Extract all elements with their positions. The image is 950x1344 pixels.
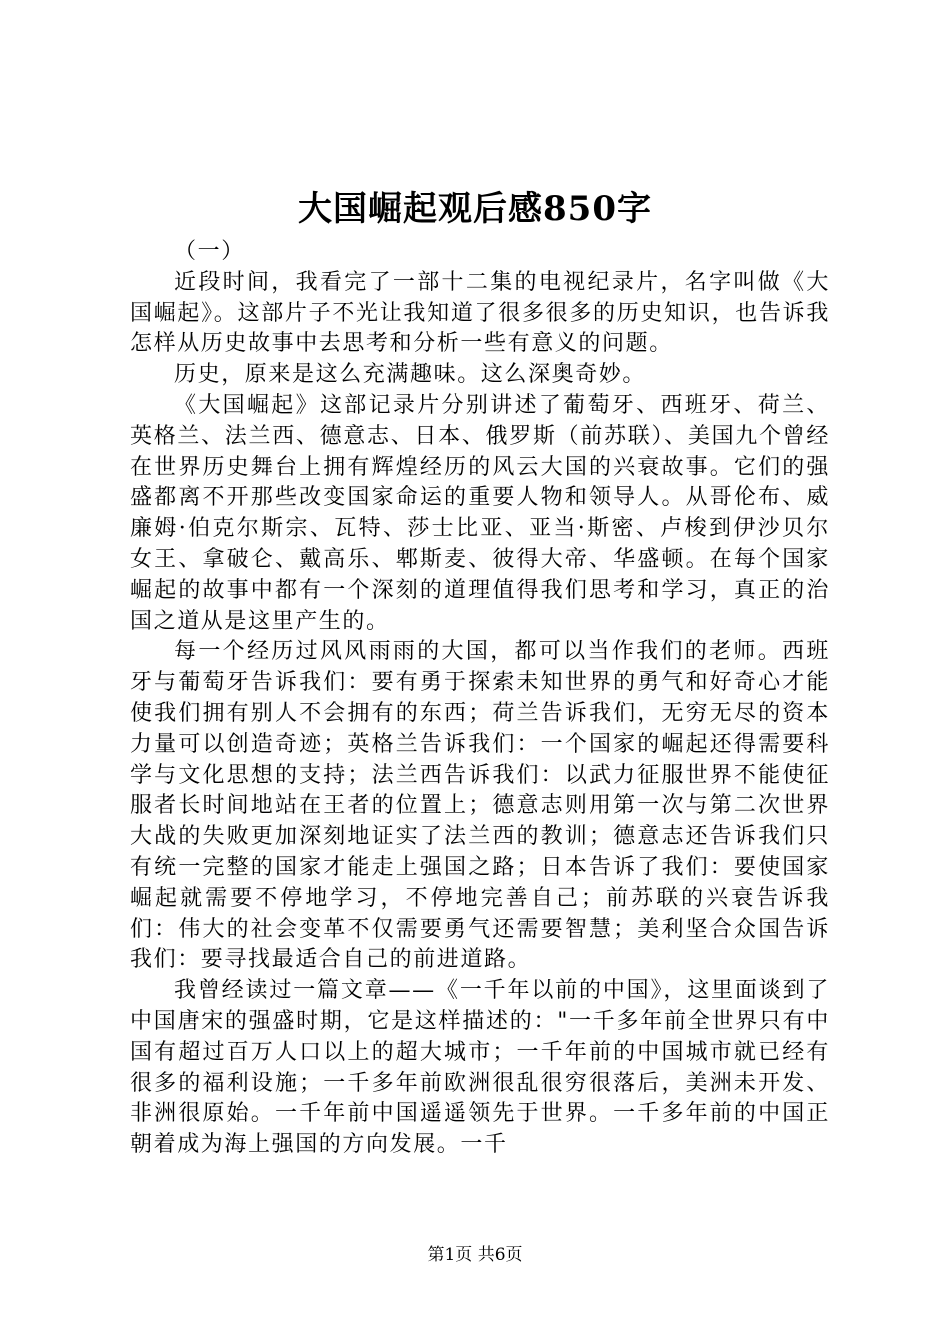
document-body [130,237,830,1161]
paragraph-documentary-summary: 《大国崛起》这部记录片分别讲述了葡萄牙、西班牙、荷兰、英格兰、法兰西、德意志、日本、俄罗斯（前苏联）、美国九个曾经在世界历史舞台上拥有辉煌经历的风云大国的兴衰故事。它们的强盛都离不开那些改变国家命运的重要人物和领导人。从哥伦布、威廉姆·伯克尔斯宗、瓦特、莎士比亚、亚当·斯密、卢梭到伊沙贝尔女王、拿破仑、戴高乐、郫斯麦、彼得大帝、华盛顿。在每个国家崛起的故事中都有一个深刻的道理值得我们思考和学习，真正的治国之道从是这里产生的。 [130,392,830,634]
paragraph-ancient-china: 我曾经读过一篇文章——《一千年以前的中国》，这里面谈到了中国唐宋的强盛时期，它是这样描述的："一千多年前全世界只有中国有超过百万人口以上的超大城市；一千年前的中国城市就已经有很多的福利设施；一千多年前欧洲很乱很穷很落后，美洲未开发、非洲很原始。一千年前中国遥遥领先于世界。一千多年前的中国正朝着成为海上强国的方向发展。一千 [130,978,830,1158]
paragraph-history: 历史，原来是这么充满趣味。这么深奥奇妙。 [174,362,647,388]
page-number: 第1页 共6页 [427,1245,523,1265]
document-title: 大国崛起观后感850字 [298,189,652,229]
paragraph-intro: 近段时间，我看完了一部十二集的电视纪录片，名字叫做《大国崛起》。这部片子不光让我知道了很多很多的历史知识，也告诉我怎样从历史故事中去思考和分析一些有意义的问题。 [130,269,830,357]
paragraph-lessons: 每一个经历过风风雨雨的大国，都可以当作我们的老师。西班牙与葡萄牙告诉我们：要有勇于探索未知世界的勇气和好奇心才能使我们拥有别人不会拥有的东西；荷兰告诉我们，无穷无尽的资本力量可以创造奇迹；英格兰告诉我们：一个国家的崛起还得需要科学与文化思想的支持；法兰西告诉我们：以武力征服世界不能使征服者长时间地站在王者的位置上；德意志则用第一次与第二次世界大战的失败更加深刻地证实了法兰西的教训；德意志还告诉我们只有统一完整的国家才能走上强国之路；日本告诉了我们：要使国家崛起就需要不停地学习，不停地完善自己；前苏联的兴衰告诉我们：伟大的社会变革不仅需要勇气还需要智慧；美利坚合众国告诉我们：要寻找最适合自己的前进道路。 [130,639,830,973]
paragraph-section-marker: （一） [174,239,245,264]
